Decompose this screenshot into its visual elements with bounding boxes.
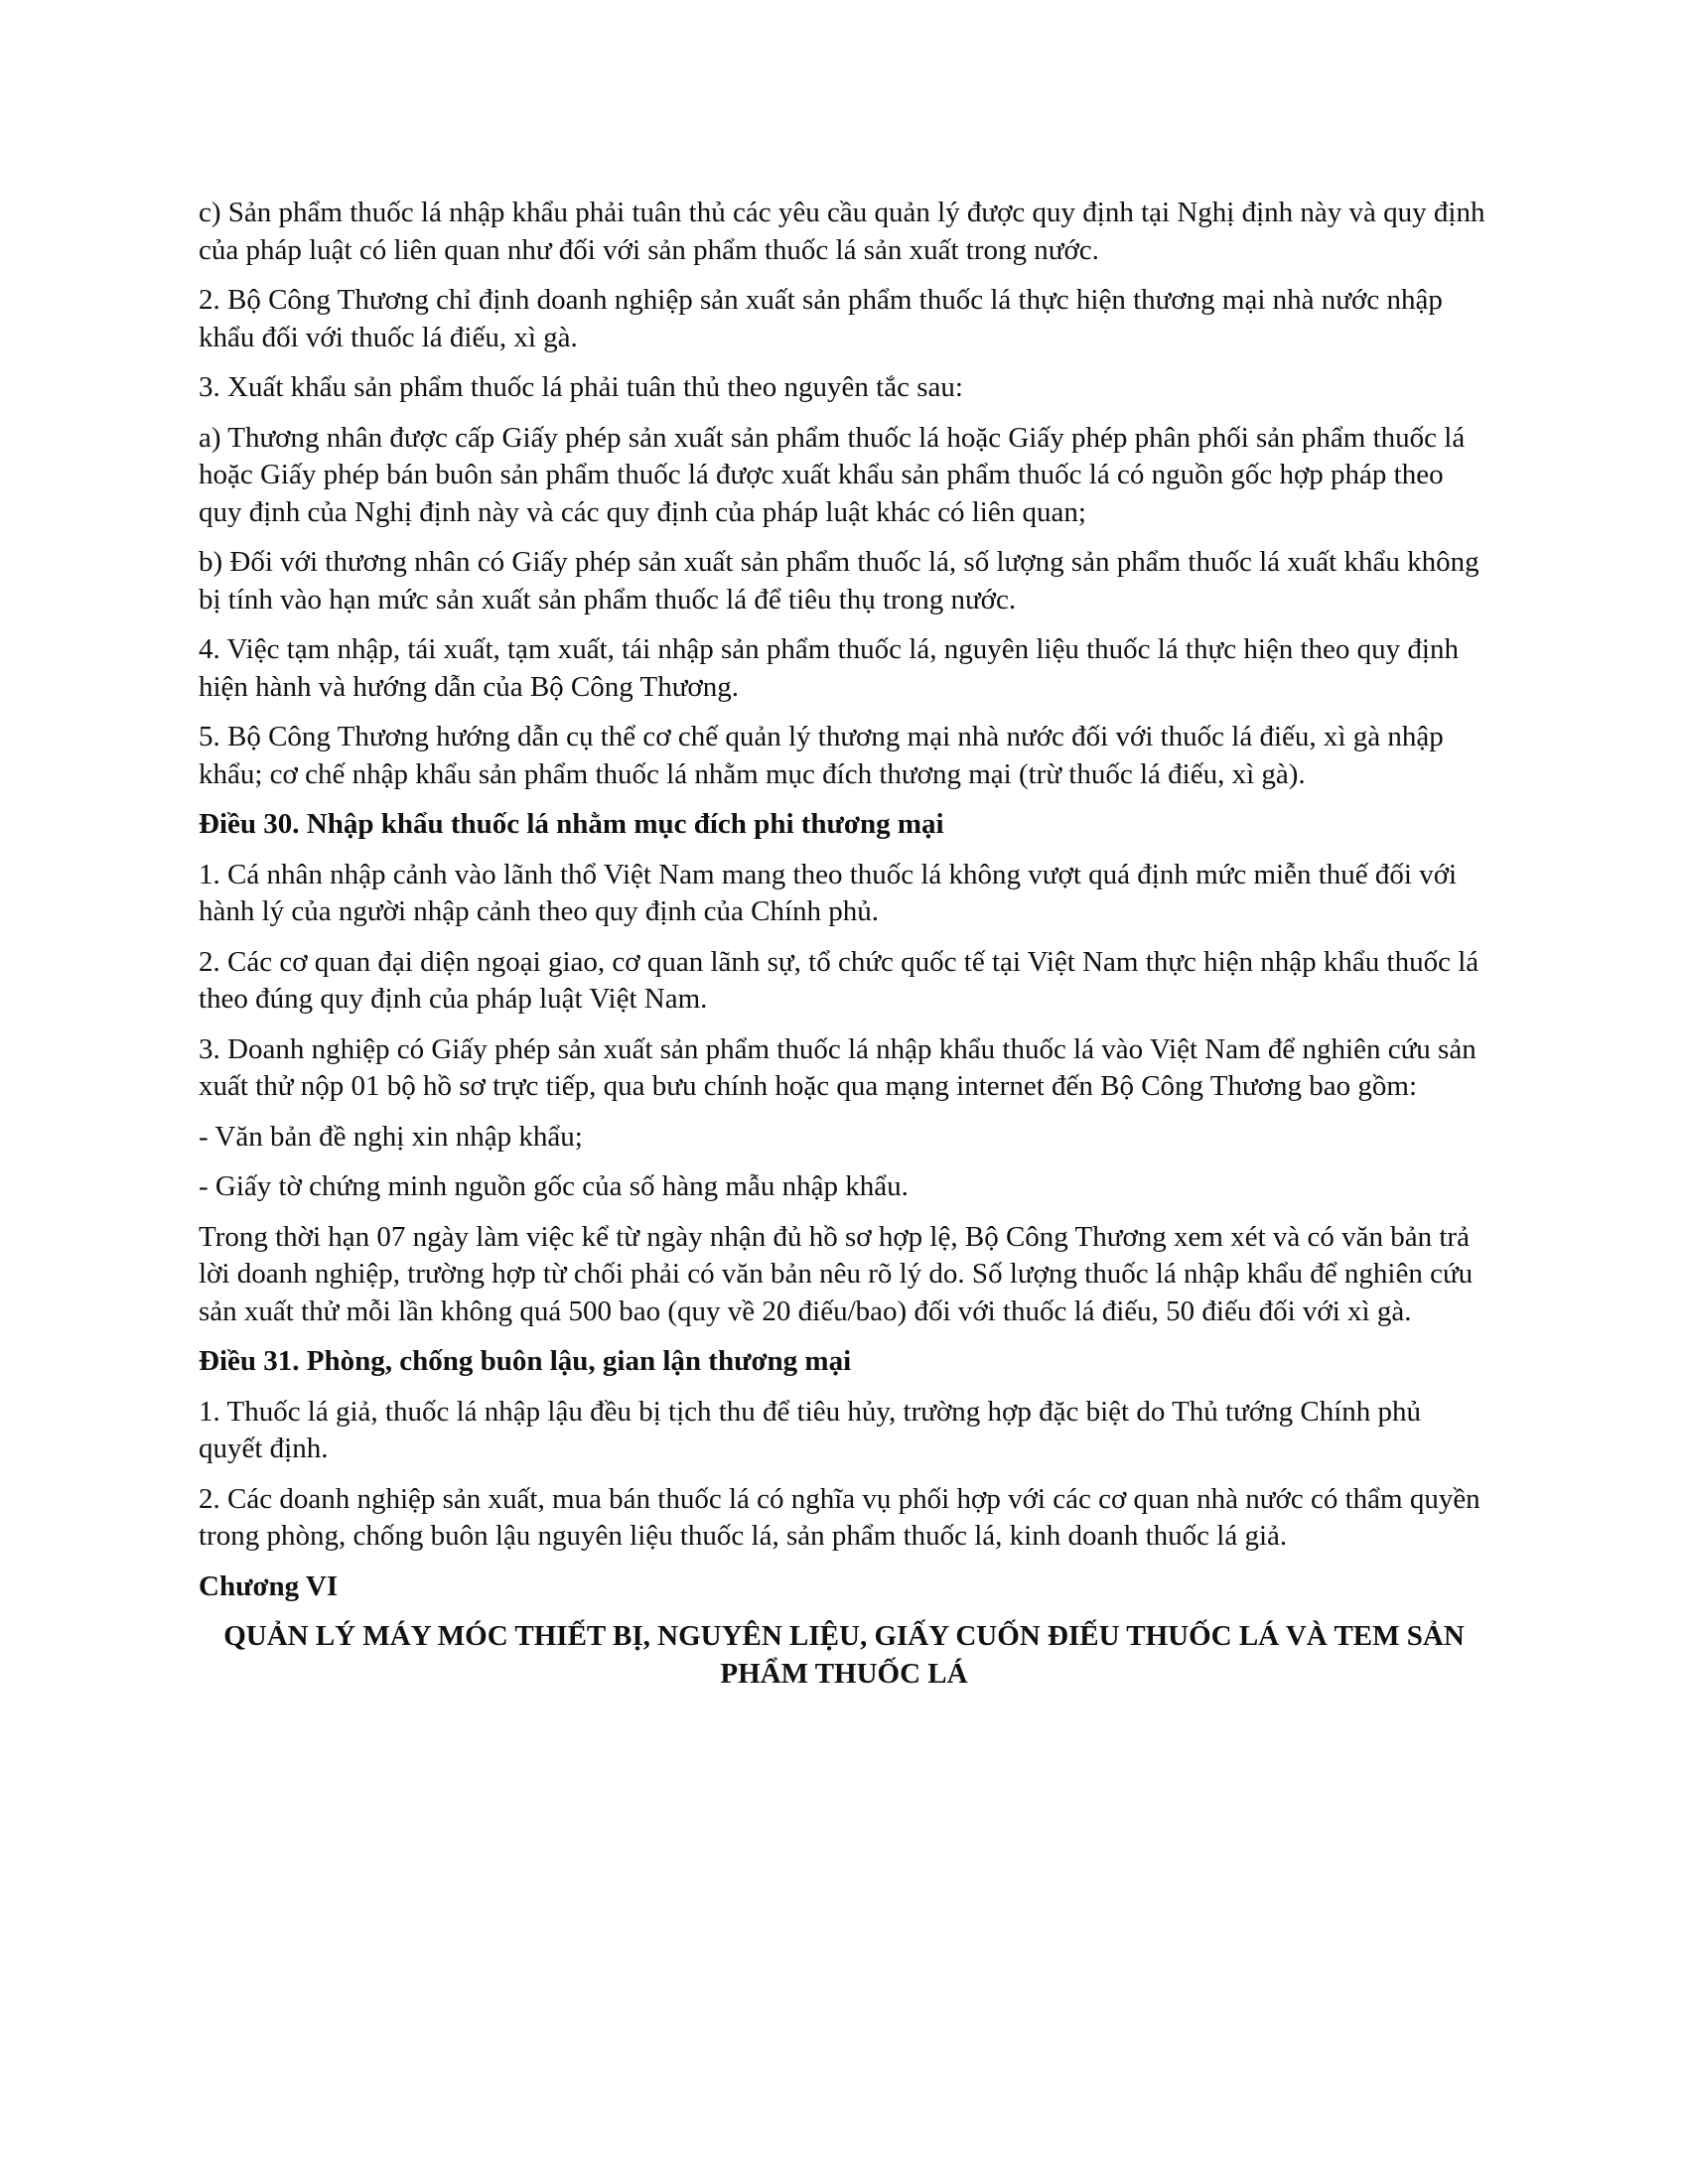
paragraph-5-ministry-guidance: 5. Bộ Công Thương hướng dẫn cụ thể cơ chế quản lý thương mại nhà nước đối với thuốc lá điếu, xì gà nhập khẩu; cơ chế nhập khẩu sản phẩm thuốc lá nhằm mục đích thương mại (trừ thuốc lá điếu, xì gà). [199,721,1444,790]
article-30-heading: Điều 30. Nhập khẩu thuốc lá nhằm mục đích phi thương mại [199,808,944,840]
paragraph-a-licensed-traders: a) Thương nhân được cấp Giấy phép sản xuất sản phẩm thuốc lá hoặc Giấy phép phân phối sản phẩm thuốc lá hoặc Giấy phép bán buôn sản phẩm thuốc lá được xuất khẩu sản phẩm thuốc lá có nguồn gốc hợp pháp theo quy định của Nghị định này và các quy định của pháp luật khác có liên quan; [199,421,1466,528]
paragraph-31-1-confiscation: 1. Thuốc lá giả, thuốc lá nhập lậu đều bị tịch thu để tiêu hủy, trường hợp đặc biệt do Thủ tướng Chính phủ quyết định. [199,1395,1422,1464]
paragraph-30-1-personal-entry: 1. Cá nhân nhập cảnh vào lãnh thổ Việt Nam mang theo thuốc lá không vượt quá định mức miễn thuế đối với hành lý của người nhập cảnh theo quy định của Chính phủ. [199,858,1458,927]
paragraph-2-state-trading-designation: 2. Bộ Công Thương chỉ định doanh nghiệp sản xuất sản phẩm thuốc lá thực hiện thương mại nhà nước nhập khẩu đối với thuốc lá điếu, xì gà. [199,284,1443,353]
paragraph-c-import-requirements: c) Sản phẩm thuốc lá nhập khẩu phải tuân thủ các yêu cầu quản lý được quy định tại Nghị định này và quy định của pháp luật có liên quan như đối với sản phẩm thuốc lá sản xuất trong nước. [199,197,1485,266]
paragraph-31-2-cooperation: 2. Các doanh nghiệp sản xuất, mua bán thuốc lá có nghĩa vụ phối hợp với các cơ quan nhà nước có thẩm quyền trong phòng, chống buôn lậu nguyên liệu thuốc lá, sản phẩm thuốc lá, kinh doanh thuốc lá giả. [199,1482,1480,1552]
paragraph-30-3-research-import: 3. Doanh nghiệp có Giấy phép sản xuất sản phẩm thuốc lá nhập khẩu thuốc lá vào Việt Nam để nghiên cứu sản xuất thử nộp 01 bộ hồ sơ trực tiếp, qua bưu chính hoặc qua mạng internet đến Bộ Công Thương bao gồm: [199,1032,1477,1102]
paragraph-30-2-diplomatic-bodies: 2. Các cơ quan đại diện ngoại giao, cơ quan lãnh sự, tổ chức quốc tế tại Việt Nam thực hiện nhập khẩu thuốc lá theo đúng quy định của pháp luật Việt Nam. [199,945,1479,1015]
list-item-request-document: - Văn bản đề nghị xin nhập khẩu; [199,1120,583,1153]
chapter-label: Chương VI [199,1570,339,1602]
chapter-title: QUẢN LÝ MÁY MÓC THIẾT BỊ, NGUYÊN LIỆU, GIẤY CUỐN ĐIẾU THUỐC LÁ VÀ TEM SẢN PHẨM THUỐC LÁ [223,1620,1465,1690]
paragraph-3-export-principles: 3. Xuất khẩu sản phẩm thuốc lá phải tuân thủ theo nguyên tắc sau: [199,371,963,403]
paragraph-b-export-quota: b) Đối với thương nhân có Giấy phép sản xuất sản phẩm thuốc lá, số lượng sản phẩm thuốc lá xuất khẩu không bị tính vào hạn mức sản xuất sản phẩm thuốc lá để tiêu thụ trong nước. [199,546,1479,615]
article-31-heading: Điều 31. Phòng, chống buôn lậu, gian lận thương mại [199,1345,852,1377]
list-item-origin-proof: - Giấy tờ chứng minh nguồn gốc của số hàng mẫu nhập khẩu. [199,1170,909,1202]
document-page [199,195,1489,1693]
paragraph-4-temporary-import-export: 4. Việc tạm nhập, tái xuất, tạm xuất, tái nhập sản phẩm thuốc lá, nguyên liệu thuốc lá thực hiện theo quy định hiện hành và hướng dẫn của Bộ Công Thương. [199,633,1459,703]
paragraph-processing-time: Trong thời hạn 07 ngày làm việc kể từ ngày nhận đủ hồ sơ hợp lệ, Bộ Công Thương xem xét và có văn bản trả lời doanh nghiệp, trường hợp từ chối phải có văn bản nêu rõ lý do. Số lượng thuốc lá nhập khẩu để nghiên cứu sản xuất thử mỗi lần không quá 500 bao (quy về 20 điếu/bao) đối với thuốc lá điếu, 50 điếu đối với xì gà. [199,1220,1474,1327]
